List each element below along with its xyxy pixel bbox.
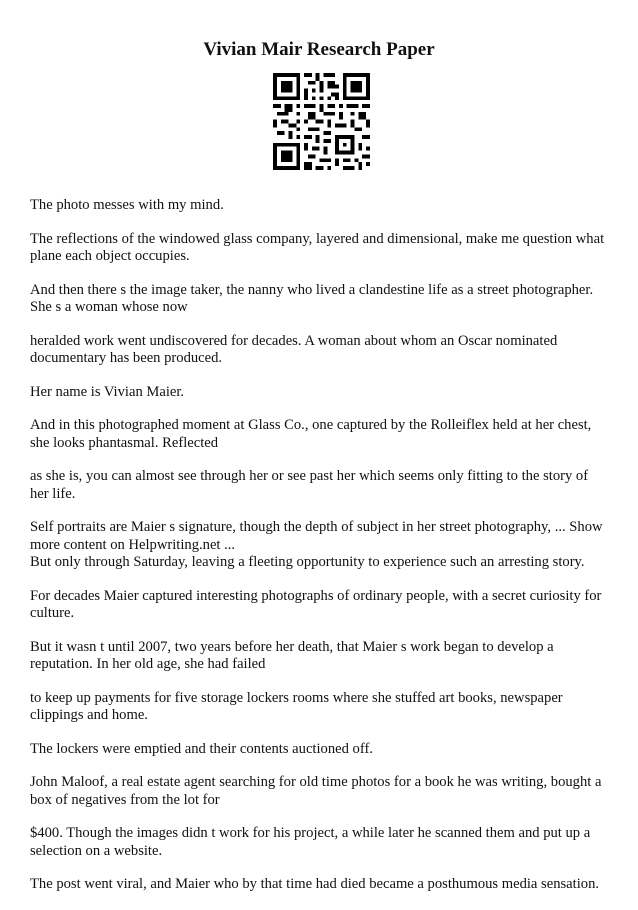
paragraph: And in this photographed moment at Glass Co., one captured by the Rolleiflex held at her chest, she looks phantasmal. Reflected (30, 417, 592, 451)
paragraph: The lockers were emptied and their contents auctioned off. (30, 740, 373, 757)
qr-code-icon (273, 73, 370, 170)
paragraph: For decades Maier captured interesting photographs of ordinary people, with a secret curiosity for culture. (30, 587, 602, 621)
paragraph: Self portraits are Maier s signature, though the depth of subject in her street photography, ... Show more content on Helpwriting.net ... (30, 519, 603, 553)
paragraph: heralded work went undiscovered for decades. A woman about whom an Oscar nominated documentary has been produced. (30, 332, 558, 366)
paragraph: And then there s the image taker, the nanny who lived a clandestine life as a street photographer. She s a woman whose now (30, 281, 594, 315)
page-title: Vivian Mair Research Paper (203, 39, 435, 60)
paragraph: The photo messes with my mind. (30, 197, 224, 213)
paragraph: Her name is Vivian Maier. (30, 383, 185, 400)
paragraph: $400. Though the images didn t work for his project, a while later he scanned them and put up a selection on a website. (30, 825, 591, 859)
paragraph: John Maloof, a real estate agent searching for old time photos for a book he was writing, bought a box of negatives from the lot for (30, 774, 602, 808)
article-body (30, 197, 610, 910)
paragraph: The post went viral, and Maier who by that time had died became a posthumous media sensation. (30, 876, 600, 893)
paragraph: The reflections of the windowed glass company, layered and dimensional, make me question what plane each object occupies. (30, 230, 605, 264)
paragraph: But only through Saturday, leaving a fleeting opportunity to experience such an arresting story. (30, 554, 585, 570)
paragraph: But it wasn t until 2007, two years before her death, that Maier s work began to develop a reputation. In her old age, she had failed (30, 638, 554, 672)
paragraph: as she is, you can almost see through her or see past her which seems only fitting to the story of her life. (30, 468, 589, 502)
paragraph: to keep up payments for five storage lockers rooms where she stuffed art books, newspaper clippings and home. (30, 689, 563, 723)
